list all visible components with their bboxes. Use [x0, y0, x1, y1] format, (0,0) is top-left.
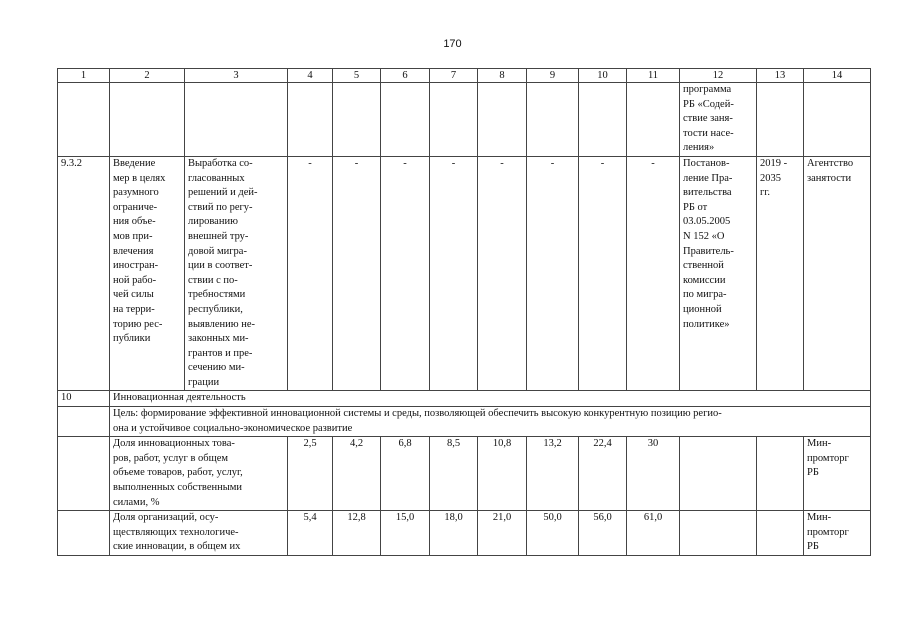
- value-cell: 6,8: [381, 437, 430, 511]
- column-number-row: [58, 69, 871, 83]
- value-cell: -: [579, 156, 627, 391]
- value-cell: -: [288, 156, 333, 391]
- column-number: 10: [579, 69, 627, 83]
- executor-cell: Агентство занятости: [804, 156, 871, 391]
- value-cell: 10,8: [478, 437, 527, 511]
- value-cell: -: [430, 156, 478, 391]
- column-number: 13: [757, 69, 804, 83]
- measure-cell: Введение мер в целях разумного ограниче- ния объе- мов при- влечения иностран- ной рабо- чей силы на терри- торию рес- публики: [110, 156, 185, 391]
- column-number: 4: [288, 69, 333, 83]
- value-cell: 12,8: [333, 511, 381, 556]
- column-number: 7: [430, 69, 478, 83]
- column-number: 2: [110, 69, 185, 83]
- value-cell: -: [478, 156, 527, 391]
- column-number: 12: [680, 69, 757, 83]
- value-cell: 13,2: [527, 437, 579, 511]
- value-cell: 21,0: [478, 511, 527, 556]
- section-title-row: [58, 391, 871, 407]
- column-number: 3: [185, 69, 288, 83]
- table-row-continuation: [58, 83, 871, 157]
- value-cell: 4,2: [333, 437, 381, 511]
- value-cell: 2,5: [288, 437, 333, 511]
- indicator-row: [58, 437, 871, 511]
- plan-table: [57, 68, 871, 556]
- value-cell: -: [333, 156, 381, 391]
- value-cell: 61,0: [627, 511, 680, 556]
- page-number: 170: [443, 38, 462, 50]
- section-goal-row: [58, 407, 871, 437]
- value-cell: -: [381, 156, 430, 391]
- value-cell: 56,0: [579, 511, 627, 556]
- normative-doc-cell: программа РБ «Содей- ствие заня- тости насе- ления»: [680, 83, 757, 157]
- column-number: 8: [478, 69, 527, 83]
- table-row-9-3-2: [58, 156, 871, 391]
- column-number: 6: [381, 69, 430, 83]
- value-cell: 5,4: [288, 511, 333, 556]
- section-goal: Цель: формирование эффективной инновационной системы и среды, позволяющей обеспечить высокую конкурентную позицию регио- она и устойчивое социально-экономическое развитие: [110, 407, 871, 437]
- value-cell: 22,4: [579, 437, 627, 511]
- column-number: 11: [627, 69, 680, 83]
- column-number: 1: [58, 69, 110, 83]
- normative-doc-cell: Постанов- ление Пра- вительства РБ от 03.05.2005 N 152 «О Правитель- ственной комиссии по мигра- ционной политике»: [680, 156, 757, 391]
- period-cell: 2019 - 2035 гг.: [757, 156, 804, 391]
- value-cell: 8,5: [430, 437, 478, 511]
- section-title: Инновационная деятельность: [110, 391, 871, 407]
- column-number: 5: [333, 69, 381, 83]
- indicator-name: Доля организаций, осу- ществляющих технологиче- ские инновации, в общем их: [110, 511, 288, 556]
- value-cell: 30: [627, 437, 680, 511]
- section-number: 10: [58, 391, 110, 407]
- value-cell: -: [527, 156, 579, 391]
- value-cell: 15,0: [381, 511, 430, 556]
- column-number: 14: [804, 69, 871, 83]
- value-cell: -: [627, 156, 680, 391]
- executor-cell: Мин- промторг РБ: [804, 511, 871, 556]
- row-number: 9.3.2: [58, 156, 110, 391]
- content-cell: Выработка со- гласованных решений и дей- ствий по регу- лированию внешней тру- довой мигра- ции в соответ- ствии с по- требностями республики, выявлению не- законных ми- грантов и пре- сечению ми- грации: [185, 156, 288, 391]
- indicator-row: [58, 511, 871, 556]
- column-number: 9: [527, 69, 579, 83]
- executor-cell: Мин- промторг РБ: [804, 437, 871, 511]
- value-cell: 50,0: [527, 511, 579, 556]
- value-cell: 18,0: [430, 511, 478, 556]
- indicator-name: Доля инновационных това- ров, работ, услуг в общем объеме товаров, работ, услуг, выполненных собственными силами, %: [110, 437, 288, 511]
